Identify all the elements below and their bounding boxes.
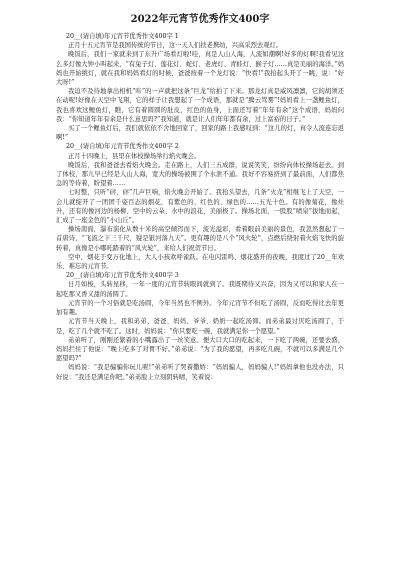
paragraph: 元宵节的一个习俗就是吃汤圆，今年当然也不例外。今年元宵节不但吃了汤圆，反而吃得比去年更加有趣。	[56, 299, 344, 317]
paragraph: 晚饭后，我们一家就来到了东升广场看灯啦!哇，真是人山人海，人流如潮啊!好多的灯啊!我看见这么多灯像大钟小叫起来，“有兔子灯、莲花灯、蛇灯、老虎灯、青蛙灯、猴子灯……真是美丽的海洋。”妈妈也开始挑灯，就在我和妈妈看灯的时候，爸爸按着一个龙灯说：“快看!”我抬起头开了一眺，说：“好大呀!”	[56, 51, 344, 87]
paragraph: 晚饭后，我和爸爸去看焰火晚会。走在路上，人们三五成群，说说笑笑，纷纷向体校操场赶去。到了体校，那儿早已经是人山人海，宽大的操场被围了个水泄不通。我好不容易挤到了最前面，人们都焦急的等待着，盼望着……	[56, 161, 344, 188]
paragraph: 妈妈说：“我是骗骗你玩儿呢!”弟弟听了哭着撒娇：“妈妈骗人，妈妈骗人!”妈妈拿他也没办法，只好说：“我还是满足你吧。”弟弟脸上立刻阴转晴，笑着说：	[56, 364, 344, 381]
paragraph: 操场南面，瀑布演化从数十米的高空倾泻而下，流光溢彩，看着眼前美丽的景色，我忽然想起了一首唐诗，“飞流之下三千尺，疑是银河落九天”。更有趣的是八个“风火轮”，点燃后绕射着火焰飞快的旋转着，真像是小哪吒踏着的“风火轮”，来给人们祝贺节日。	[56, 226, 344, 252]
paragraph: 正月十四晚上，县里在体校操场举行焰火晚会。	[68, 152, 201, 160]
section-1	[56, 32, 344, 142]
section-2	[56, 142, 344, 271]
section-heading: 20__(请自填)年元宵节优秀作文400字 3	[66, 272, 179, 280]
paragraph: 我迫不及待地拿出相机“咔”的一声就把这条“巨龙”给拍了下来。那龙灯真是威风凛凛，它的胡须还在动呢!好像在天空中飞翔，它的样子让我想起了一个成语，那就是“腾云驾雾”!妈妈看上一盏鲤鱼灯，我也喜欢这鲤鱼灯，瞧，它有着圆圆的肚皮，红色的鱼身，上面还写着“年年有余”这个成语，妈妈问我：“你知道年年有余是什么意思吗?”我知道，就是让人们年年都有余，过上富裕的日子。”	[56, 88, 344, 123]
paragraph: 七时整，只听“砰、砰”几声巨响，焰火晚会开始了。我抬头望去，几条“火龙”相继飞上了天空，一会儿就绽开了一团团千姿百态的烟花，有紫色的、红色的、绿色的……五光十色。有的像菊花，像灶升，还有的像河边的杨柳、空中的云朵、水中的浪花，美丽极了。操场北面，一股股“喷泉”拔地而起，汇成了一座金色的“小山丘”。	[56, 189, 344, 225]
section-3	[56, 271, 344, 381]
paragraph: 正月十五元宵节是我国传统的节日，这一天人们扶老携幼，兴高采烈去观灯。	[68, 42, 283, 50]
section-heading: 20__(请自填)年元宵节优秀作文400字 1	[66, 33, 179, 40]
paragraph: 买了一个鲤鱼灯后，我们就依依不舍地回家了，回家的路上我感叹到：“这儿的灯，真令人流连忘返啊!”	[56, 125, 344, 142]
paragraph: 日月如梭，头转星移，一年一度的元宵节转眼间就到了。我既期待又兴奋，因为又可以和家人在一起吃那又香又甜的汤圆了。	[56, 281, 344, 298]
section-heading: 20__(请自填)年元宵节优秀作文400字 2	[66, 143, 179, 151]
document-title: 2022年元宵节优秀作文400字	[130, 14, 270, 25]
paragraph: 元宵节当天晚上，我和弟弟、爸爸、妈妈、爷爷、奶奶一起吃汤圆。而弟弟最讨厌吃汤圆了，于是，吃了几个就不吃了。这时，妈妈说：“你只要吃一碗，我就满足你一个愿望。”	[56, 318, 344, 335]
paragraph: 空中，烟花于变万化地上，大人小孩欢呼雀跃。在电闪雷鸣、烟花盛开的夜晚，我度过了20__年欢乐、难忘的元宵节。	[56, 253, 344, 271]
paragraph: 弟弟听了，刚刚还緊着的小嘴露出了一丝笑意。便大口大口的吃起来，一下吃了两碗，还要去盛，妈妈拦住了他说：“晚上吃多了对胃不好。”弟弟说：“为了我的愿望，再多吃几碗，不就可以多满足几个愿望吗?”	[56, 336, 344, 363]
